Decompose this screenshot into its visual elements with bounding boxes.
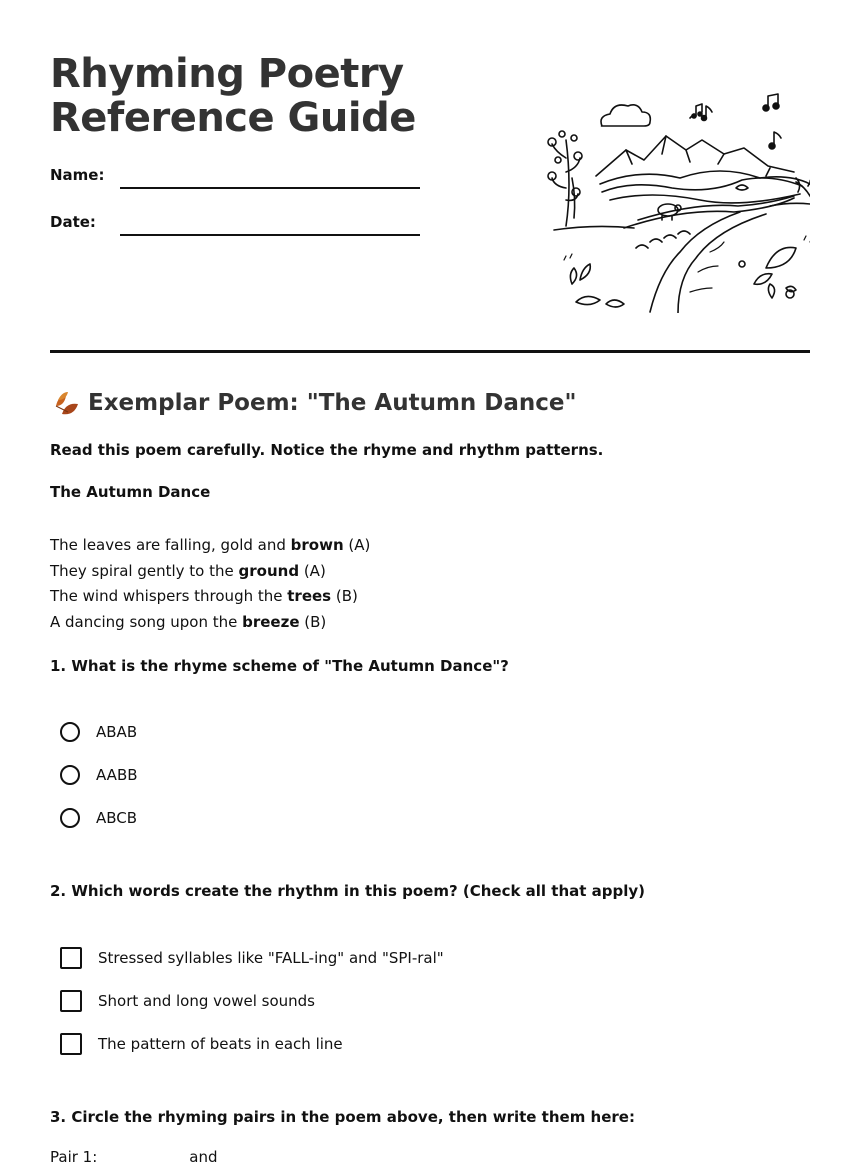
section-heading: [50, 388, 577, 418]
poem-line-text: A dancing song upon the: [50, 613, 243, 632]
option-label: AABB: [96, 766, 138, 784]
and-label: and: [189, 1148, 218, 1166]
option-label: ABAB: [96, 723, 138, 741]
option-label: ABCB: [96, 809, 138, 827]
title-line-2: Reference Guide: [50, 95, 416, 141]
rhyme-word: breeze: [242, 613, 300, 632]
radio-button[interactable]: [60, 765, 80, 785]
q1-option-abcb[interactable]: [60, 808, 137, 828]
rhyme-tag: (B): [331, 587, 358, 606]
q2-option-vowel-sounds[interactable]: [60, 990, 315, 1012]
rhyme-word: trees: [287, 587, 332, 606]
autumn-leaf-icon: [50, 388, 80, 418]
radio-button[interactable]: [60, 808, 80, 828]
poem-line-text: The leaves are falling, gold and: [50, 536, 291, 554]
poem-title: The Autumn Dance: [50, 483, 211, 501]
checkbox[interactable]: [60, 947, 82, 969]
rhyme-tag: (A): [343, 536, 371, 554]
instruction-text: Read this poem carefully. Notice the rhyme and rhythm patterns.: [50, 441, 604, 459]
option-label: The pattern of beats in each line: [98, 1035, 343, 1053]
name-field[interactable]: [120, 187, 420, 189]
rhyme-tag: (B): [299, 613, 327, 632]
date-label: Date:: [50, 213, 96, 231]
date-field[interactable]: [120, 234, 420, 236]
poem-line: [50, 559, 370, 585]
section-title: Exemplar Poem: "The Autumn Dance": [88, 390, 577, 416]
poem-line: [50, 533, 370, 559]
poem-line-text: They spiral gently to the: [50, 561, 239, 580]
radio-button[interactable]: [60, 722, 80, 742]
page-title: [50, 52, 480, 140]
pair-1-row: [50, 1148, 218, 1166]
rhyme-word: brown: [290, 536, 344, 554]
rhyme-word: ground: [238, 561, 300, 580]
rhyme-tag: (A): [299, 561, 326, 580]
checkbox[interactable]: [60, 990, 82, 1012]
q1-option-aabb[interactable]: [60, 765, 138, 785]
poem-body: [50, 533, 370, 636]
q1-option-abab[interactable]: [60, 722, 137, 742]
q2-option-beat-pattern[interactable]: [60, 1033, 343, 1055]
name-label: Name:: [50, 166, 105, 184]
q2-option-stressed-syllables[interactable]: [60, 947, 444, 969]
question-1: 1. What is the rhyme scheme of "The Autumn Dance"?: [50, 657, 509, 675]
landscape-illustration-icon: [540, 88, 810, 313]
pair-1-label: Pair 1:: [50, 1148, 98, 1166]
option-label: Short and long vowel sounds: [98, 992, 315, 1010]
poem-line: [50, 584, 370, 610]
question-2: 2. Which words create the rhythm in this poem? (Check all that apply): [50, 882, 646, 900]
poem-line: [50, 610, 370, 636]
option-label: Stressed syllables like "FALL-ing" and "SPI-ral": [98, 949, 444, 967]
checkbox[interactable]: [60, 1033, 82, 1055]
title-line-1: Rhyming Poetry: [50, 51, 404, 97]
section-divider: [50, 350, 810, 353]
question-3: 3. Circle the rhyming pairs in the poem above, then write them here:: [50, 1108, 635, 1126]
poem-line-text: The wind whispers through the: [50, 587, 288, 606]
